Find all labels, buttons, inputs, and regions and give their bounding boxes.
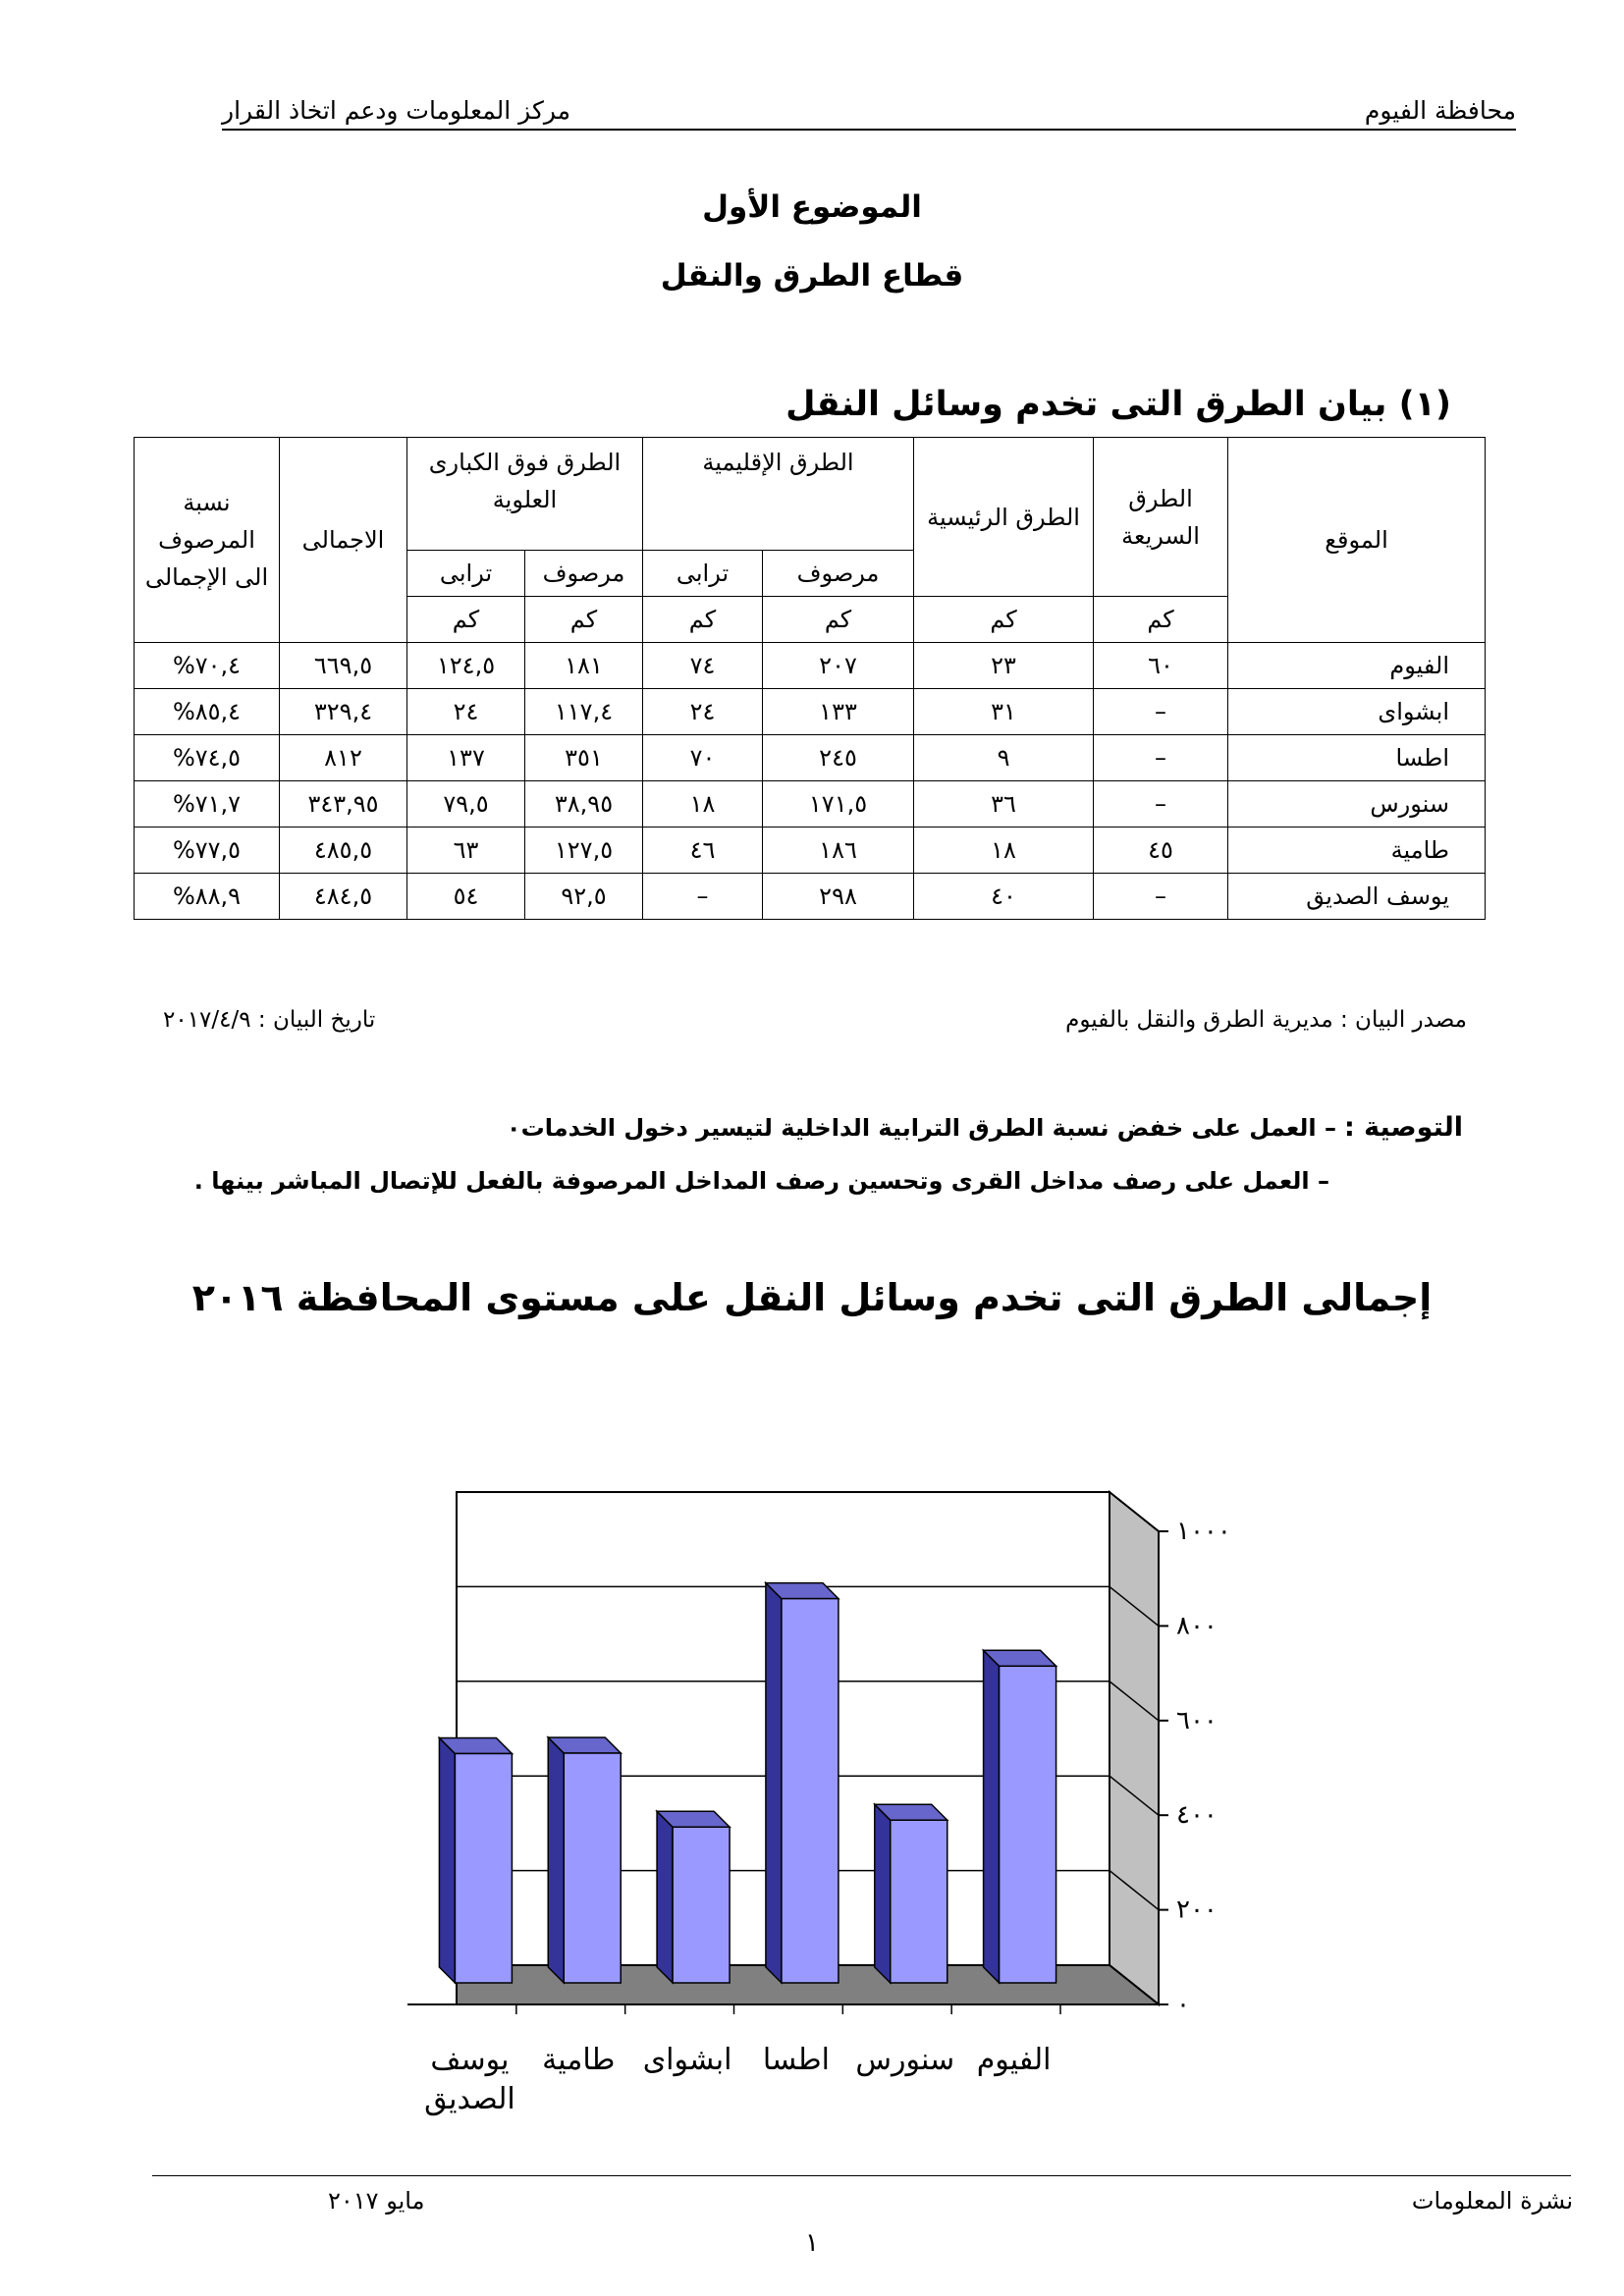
cell-regional-dirt: – xyxy=(643,874,763,920)
unit-bridges-paved: كم xyxy=(525,597,643,643)
header-regional: الطرق الإقليمية xyxy=(643,438,914,551)
header-main: الطرق الرئيسية xyxy=(914,438,1094,597)
x-tick-label: ابشواى xyxy=(642,2043,732,2077)
cell-regional-dirt: ٢٤ xyxy=(643,689,763,735)
chart-side-wall xyxy=(1110,1492,1159,2004)
cell-bridges-dirt: ٦٣ xyxy=(407,828,525,874)
bar-side xyxy=(439,1737,455,1983)
cell-location: اطسا xyxy=(1228,735,1486,781)
bar-side xyxy=(984,1650,1000,1983)
recommendation-text-2: – العمل على رصف مداخل القرى وتحسين رصف المداخل المرصوفة بالفعل للإتصال المباشر بينها . xyxy=(193,1167,1329,1195)
cell-bridges-paved: ٣٨,٩٥ xyxy=(525,781,643,828)
cell-regional-paved: ١٧١,٥ xyxy=(763,781,914,828)
header-regional-paved: مرصوف xyxy=(763,551,914,597)
table-row xyxy=(135,735,1486,781)
cell-ratio: ٧١,٧% xyxy=(135,781,280,828)
cell-total: ٤٨٥,٥ xyxy=(280,828,407,874)
data-date: تاريخ البيان : ٢٠١٧/٤/٩ xyxy=(163,1007,376,1033)
cell-main: ٩ xyxy=(914,735,1094,781)
cell-bridges-dirt: ٥٤ xyxy=(407,874,525,920)
cell-expressway: – xyxy=(1094,874,1228,920)
roads-table xyxy=(134,437,1486,920)
table-row xyxy=(135,689,1486,735)
header-ratio: نسبة المرصوف الى الإجمالى xyxy=(135,438,280,643)
bar-side xyxy=(548,1737,564,1983)
cell-main: ١٨ xyxy=(914,828,1094,874)
header-center-name: مركز المعلومات ودعم اتخاذ القرار xyxy=(222,96,571,125)
header-governorate: محافظة الفيوم xyxy=(1364,96,1516,125)
cell-location: يوسف الصديق xyxy=(1228,874,1486,920)
cell-location: سنورس xyxy=(1228,781,1486,828)
y-tick-label: ٦٠٠ xyxy=(1176,1705,1218,1735)
cell-regional-paved: ٢٩٨ xyxy=(763,874,914,920)
cell-location: طامية xyxy=(1228,828,1486,874)
bar xyxy=(891,1820,947,1983)
cell-total: ٨١٢ xyxy=(280,735,407,781)
cell-expressway: – xyxy=(1094,689,1228,735)
table-row xyxy=(135,781,1486,828)
header-regional-dirt: ترابى xyxy=(643,551,763,597)
page-number: ١ xyxy=(805,2228,819,2258)
x-tick-label: سنورس xyxy=(855,2043,955,2077)
cell-bridges-paved: ٣٥١ xyxy=(525,735,643,781)
cell-regional-paved: ٢٠٧ xyxy=(763,643,914,689)
table-row xyxy=(135,874,1486,920)
y-tick-label: ٢٠٠ xyxy=(1176,1895,1218,1925)
header-bridges-dirt: ترابى xyxy=(407,551,525,597)
unit-regional-dirt: كم xyxy=(643,597,763,643)
recommendation-label: التوصية : xyxy=(1343,1112,1463,1143)
cell-regional-paved: ١٨٦ xyxy=(763,828,914,874)
bar-side xyxy=(766,1583,782,1983)
cell-regional-paved: ٢٤٥ xyxy=(763,735,914,781)
cell-main: ٤٠ xyxy=(914,874,1094,920)
y-tick-label: ٤٠٠ xyxy=(1176,1800,1218,1831)
unit-regional-paved: كم xyxy=(763,597,914,643)
cell-bridges-paved: ١٨١ xyxy=(525,643,643,689)
cell-total: ٦٦٩,٥ xyxy=(280,643,407,689)
x-tick-label: اطسا xyxy=(762,2043,830,2077)
cell-bridges-dirt: ١٣٧ xyxy=(407,735,525,781)
footer-divider xyxy=(152,2175,1571,2176)
y-tick-label: ٠ xyxy=(1176,1990,1190,2019)
unit-main: كم xyxy=(914,597,1094,643)
cell-regional-dirt: ١٨ xyxy=(643,781,763,828)
bar xyxy=(673,1827,730,1983)
header-total: الاجمالى xyxy=(280,438,407,643)
bar xyxy=(1000,1666,1056,1983)
header-divider xyxy=(222,129,1516,131)
cell-regional-paved: ١٣٣ xyxy=(763,689,914,735)
footer-date: مايو ٢٠١٧ xyxy=(328,2187,425,2215)
recommendation-line-1 xyxy=(507,1112,1463,1143)
cell-bridges-paved: ٩٢,٥ xyxy=(525,874,643,920)
header-bridges-paved: مرصوف xyxy=(525,551,643,597)
cell-total: ٤٨٤,٥ xyxy=(280,874,407,920)
bar xyxy=(564,1753,621,1983)
cell-ratio: ٨٥,٤% xyxy=(135,689,280,735)
table-row xyxy=(135,643,1486,689)
cell-regional-dirt: ٤٦ xyxy=(643,828,763,874)
header-expressway: الطرق السريعة xyxy=(1094,438,1228,597)
cell-regional-dirt: ٧٠ xyxy=(643,735,763,781)
cell-total: ٣٤٣,٩٥ xyxy=(280,781,407,828)
cell-ratio: ٨٨,٩% xyxy=(135,874,280,920)
header-bridges: الطرق فوق الكبارى العلوية xyxy=(407,438,643,551)
cell-expressway: ٤٥ xyxy=(1094,828,1228,874)
cell-main: ٣٦ xyxy=(914,781,1094,828)
cell-bridges-dirt: ١٢٤,٥ xyxy=(407,643,525,689)
cell-ratio: ٧٤,٥% xyxy=(135,735,280,781)
topic-title: الموضوع الأول xyxy=(702,189,922,225)
y-tick-label: ٨٠٠ xyxy=(1176,1611,1218,1641)
x-tick-label: الصديق xyxy=(424,2082,515,2116)
cell-expressway: ٦٠ xyxy=(1094,643,1228,689)
cell-ratio: ٧٧,٥% xyxy=(135,828,280,874)
x-tick-label: طامية xyxy=(542,2043,616,2077)
bar xyxy=(782,1599,839,1983)
cell-ratio: ٧٠,٤% xyxy=(135,643,280,689)
bar-side xyxy=(875,1804,891,1983)
unit-bridges-dirt: كم xyxy=(407,597,525,643)
cell-main: ٢٣ xyxy=(914,643,1094,689)
cell-regional-dirt: ٧٤ xyxy=(643,643,763,689)
cell-bridges-paved: ١١٧,٤ xyxy=(525,689,643,735)
cell-expressway: – xyxy=(1094,735,1228,781)
x-tick-label: الفيوم xyxy=(976,2043,1052,2077)
chart-title: إجمالى الطرق التى تخدم وسائل النقل على مستوى المحافظة ٢٠١٦ xyxy=(191,1276,1433,1319)
cell-bridges-dirt: ٢٤ xyxy=(407,689,525,735)
cell-bridges-dirt: ٧٩,٥ xyxy=(407,781,525,828)
footer-bulletin-name: نشرة المعلومات xyxy=(1411,2187,1573,2215)
cell-total: ٣٢٩,٤ xyxy=(280,689,407,735)
cell-bridges-paved: ١٢٧,٥ xyxy=(525,828,643,874)
y-tick-label: ١٠٠٠ xyxy=(1176,1517,1231,1546)
x-tick-label: يوسف xyxy=(430,2043,510,2077)
table-row xyxy=(135,828,1486,874)
bar xyxy=(455,1753,512,1983)
cell-location: ابشواى xyxy=(1228,689,1486,735)
cell-expressway: – xyxy=(1094,781,1228,828)
sector-title: قطاع الطرق والنقل xyxy=(660,258,964,294)
cell-location: الفيوم xyxy=(1228,643,1486,689)
unit-expressway: كم xyxy=(1094,597,1228,643)
header-location: الموقع xyxy=(1228,438,1486,643)
recommendation-text-1: – العمل على خفض نسبة الطرق الترابية الداخلية لتيسير دخول الخدمات٠ xyxy=(506,1114,1336,1142)
cell-main: ٣١ xyxy=(914,689,1094,735)
table-title: (١) بيان الطرق التى تخدم وسائل النقل xyxy=(785,385,1451,424)
bar-side xyxy=(657,1811,673,1983)
data-source: مصدر البيان : مديرية الطرق والنقل بالفيوم xyxy=(1065,1007,1467,1033)
roads-bar-chart xyxy=(412,1453,1257,2140)
